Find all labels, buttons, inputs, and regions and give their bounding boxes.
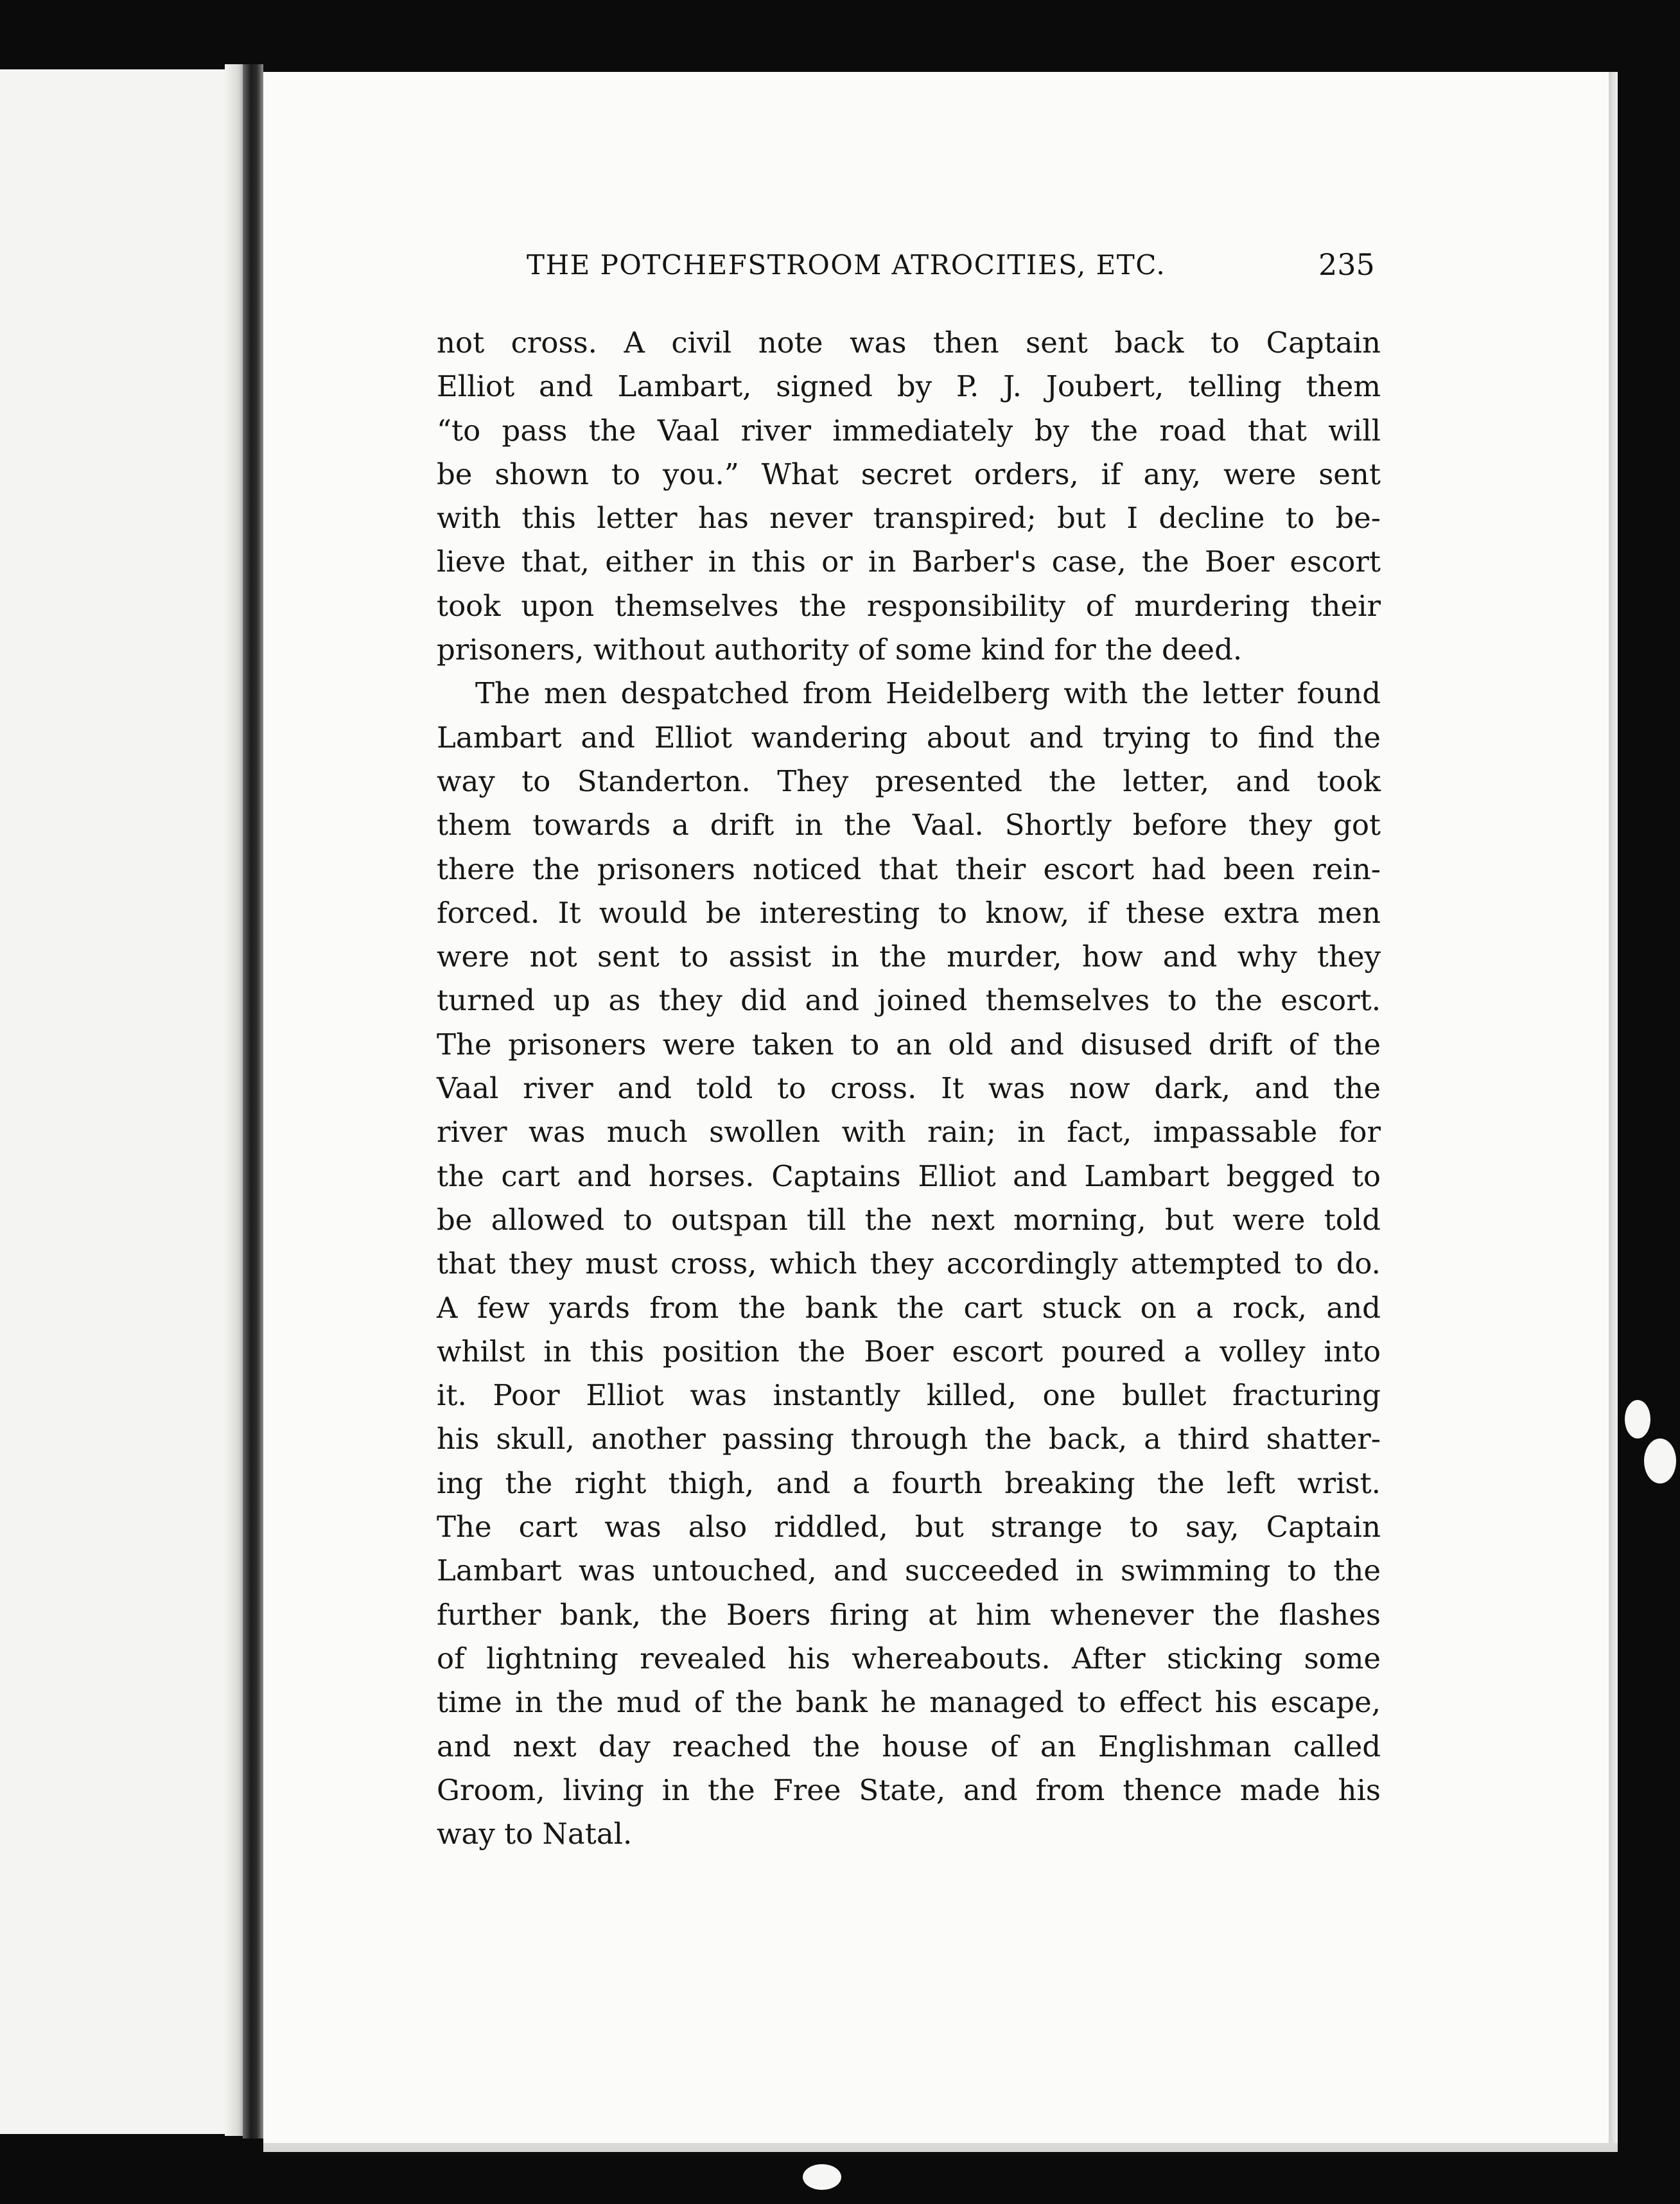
text-line: way to Natal.	[437, 1817, 633, 1851]
text-line: not cross. A civil note was then sent back to Captain	[437, 326, 1381, 360]
text-line: of lightning revealed his whereabouts. After sticking some	[437, 1641, 1381, 1675]
text-line: Groom, living in the Free State, and from thence made his	[437, 1772, 1381, 1807]
text-line: The prisoners were taken to an old and disused drift of the	[437, 1027, 1381, 1062]
page-number: 235	[1318, 247, 1375, 282]
text-line: The men despatched from Heidelberg with the letter found	[475, 676, 1381, 711]
text-line: them towards a drift in the Vaal. Shortly before they got	[437, 808, 1381, 843]
text-line: and next day reached the house of an Englishman called	[437, 1729, 1381, 1763]
left-page	[0, 69, 243, 2134]
text-line: lieve that, either in this or in Barber's case, the Boer escort	[437, 545, 1381, 579]
text-line: be shown to you.” What secret orders, if any, were sent	[437, 457, 1381, 491]
scan-speck	[803, 2164, 841, 2190]
right-page-bottom-edge	[263, 2143, 1618, 2152]
text-line: forced. It would be interesting to know, if these extra men	[437, 895, 1381, 930]
body-text	[437, 321, 1381, 1856]
text-line: turned up as they did and joined themselves to the escort.	[437, 983, 1381, 1018]
scan-speck	[1625, 1400, 1650, 1439]
text-line: there the prisoners noticed that their escort had been rein-	[437, 852, 1381, 886]
text-line: further bank, the Boers firing at him whenever the flashes	[437, 1597, 1381, 1632]
text-line: be allowed to outspan till the next morning, but were told	[437, 1202, 1381, 1237]
text-line: took upon themselves the responsibility of murdering their	[437, 588, 1381, 623]
text-line: his skull, another passing through the back, a third shatter-	[437, 1422, 1381, 1456]
text-line: that they must cross, which they accordingly attempted to do.	[437, 1246, 1381, 1281]
running-head: THE POTCHEFSTROOM ATROCITIES, ETC.	[527, 249, 1166, 281]
text-line: river was much swollen with rain; in fact, impassable for	[437, 1115, 1381, 1150]
text-line: Elliot and Lambart, signed by P. J. Joubert, telling them	[437, 369, 1381, 404]
text-line: Lambart was untouched, and succeeded in swimming to the	[437, 1553, 1381, 1588]
text-line: Lambart and Elliot wandering about and trying to find the	[437, 720, 1381, 755]
text-line: the cart and horses. Captains Elliot and Lambart begged to	[437, 1159, 1381, 1193]
text-line: it. Poor Elliot was instantly killed, one bullet fracturing	[437, 1378, 1381, 1413]
text-line: The cart was also riddled, but strange to say, Captain	[437, 1510, 1381, 1544]
scan-speck	[1644, 1439, 1676, 1483]
text-line: ing the right thigh, and a fourth breaking the left wrist.	[437, 1465, 1381, 1500]
book-spine	[243, 64, 263, 2138]
right-page-edge	[1609, 72, 1618, 2143]
text-line: with this letter has never transpired; but I decline to be-	[437, 501, 1381, 536]
text-line: A few yards from the bank the cart stuck on a rock, and	[437, 1290, 1381, 1325]
text-line: prisoners, without authority of some kind for the deed.	[437, 633, 1243, 667]
text-line: “to pass the Vaal river immediately by the road that will	[437, 413, 1381, 448]
text-line: way to Standerton. They presented the letter, and took	[437, 764, 1381, 798]
text-line: Vaal river and told to cross. It was now dark, and the	[437, 1071, 1381, 1106]
text-line: time in the mud of the bank he managed to effect his escape,	[437, 1685, 1381, 1720]
text-line: whilst in this position the Boer escort poured a volley into	[437, 1334, 1381, 1369]
text-line: were not sent to assist in the murder, how and why they	[437, 940, 1381, 974]
